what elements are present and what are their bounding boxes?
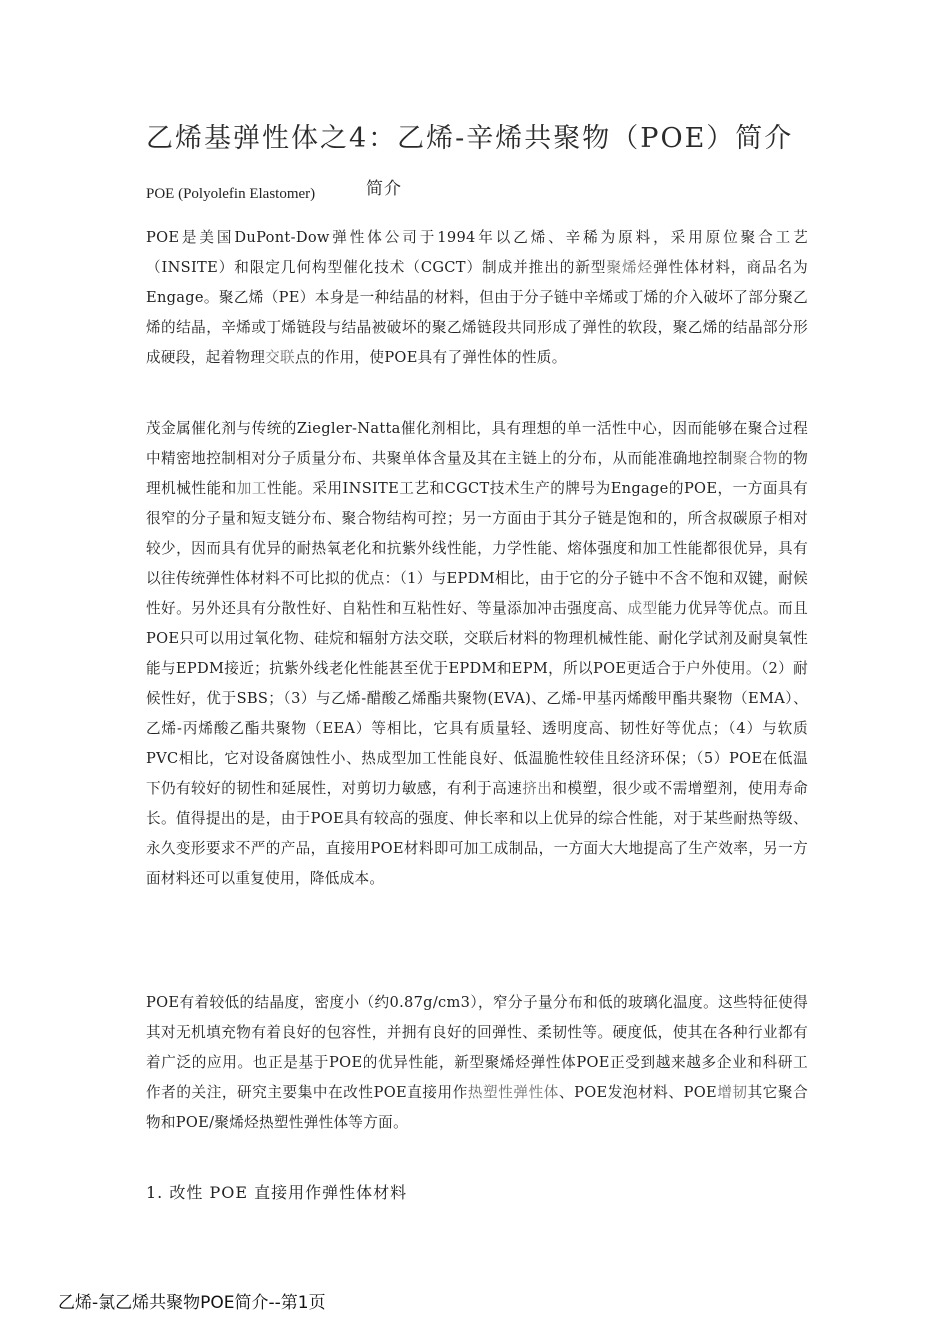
document-title: 乙烯基弹性体之4：乙烯-辛烯共聚物（POE）简介 <box>146 123 794 154</box>
link-polyolefin[interactable]: 聚烯烃 <box>606 259 654 276</box>
paragraph-intro: POE是美国DuPont-Dow弹性体公司于1994年以乙烯、辛稀为原料，采用原位聚合工艺（INSITE）和限定几何构型催化技术（CGCT）制成并推出的新型聚烯烃弹性体材料，商品名为Engage。聚乙烯（PE）本身是一种结晶的材料，但由于分子链中辛烯或丁烯的介入破坏了部分聚乙烯的结晶，辛烯或丁烯链段与结晶被破坏的聚乙烯链段共同形成了弹性的软段，聚乙烯的结晶部分形成硬段，起着物理交联点的作用，使POE具有了弹性体的性质。 <box>146 229 808 366</box>
paragraph-properties: POE有着较低的结晶度，密度小（约0.87g/cm3），窄分子量分布和低的玻璃化温度。这些特征使得其对无机填充物有着良好的包容性，并拥有良好的回弹性、柔韧性等。硬度低，使其在各种行业都有着广泛的应用。也正是基于POE的优异性能，新型聚烯烃弹性体POE正受到越来越多企业和科研工作者的关注，研究主要集中在改性POE直接用作热塑性弹性体、POE发泡材料、POE增韧其它聚合物和POE/聚烯烃热塑性弹性体等方面。 <box>146 994 808 1131</box>
link-processing[interactable]: 加工 <box>236 480 267 497</box>
link-polymer[interactable]: 聚合物 <box>732 450 779 467</box>
paragraph-metallocene: 茂金属催化剂与传统的Ziegler-Natta催化剂相比，具有理想的单一活性中心，因而能够在聚合过程中精密地控制相对分子质量分布、共聚单体含量及其在主链上的分布，从而能准确地控制聚合物的物理机械性能和加工性能。采用INSITE工艺和CGCT技术生产的牌号为Engage的POE，一方面具有很窄的分子量和短支链分布、聚合物结构可控；另一方面由于其分子链是饱和的，所含叔碳原子相对较少，因而具有优异的耐热氧老化和抗紫外线性能，力学性能、熔体强度和加工性能都很优异，具有以往传统弹性体材料不可比拟的优点：（1）与EPDM相比，由于它的分子链中不含不饱和双键，耐候性好。另外还具有分散性好、自粘性和互粘性好、等量添加冲击强度高、成型能力优异等优点。而且POE只可以用过氧化物、硅烷和辐射方法交联，交联后材料的物理机械性能、耐化学试剂及耐臭氧性能与EPDM接近；抗紫外线老化性能甚至优于EPDM和EPM，所以POE更适合于户外使用。（2）耐候性好，优于SBS；（3）与乙烯-醋酸乙烯酯共聚物(EVA)、乙烯-甲基丙烯酸甲酯共聚物（EMA）、乙烯-丙烯酸乙酯共聚物（EEA）等相比，它具有质量轻、透明度高、韧性好等优点；（4）与软质PVC相比，它对设备腐蚀性小、热成型加工性能良好、低温脆性较佳且经济环保；（5）POE在低温下仍有较好的韧性和延展性，对剪切力敏感，有利于高速挤出和模塑，很少或不需增塑剂，使用寿命长。值得提出的是，由于POE具有较高的强度、伸长率和以上优异的综合性能，对于某些耐热等级、永久变形要求不严的产品，直接用POE材料即可加工成制品，一方面大大地提高了生产效率，另一方面材料还可以重复使用，降低成本。 <box>146 420 809 887</box>
page-footer: 乙烯-氯乙烯共聚物POE简介--第1页 <box>58 1293 326 1313</box>
subtitle-english: POE (Polyolefin Elastomer) <box>146 186 316 202</box>
section-heading: 1. 改性 POE 直接用作弹性体材料 <box>146 1183 408 1202</box>
link-crosslink[interactable]: 交联 <box>265 349 295 366</box>
link-toughening[interactable]: 增韧 <box>716 1084 748 1101</box>
link-tpe[interactable]: 热塑性弹性体 <box>467 1084 559 1101</box>
link-molding[interactable]: 成型 <box>627 600 658 617</box>
subtitle-intro: 简介 <box>366 179 402 199</box>
link-extrusion[interactable]: 挤出 <box>522 780 553 797</box>
